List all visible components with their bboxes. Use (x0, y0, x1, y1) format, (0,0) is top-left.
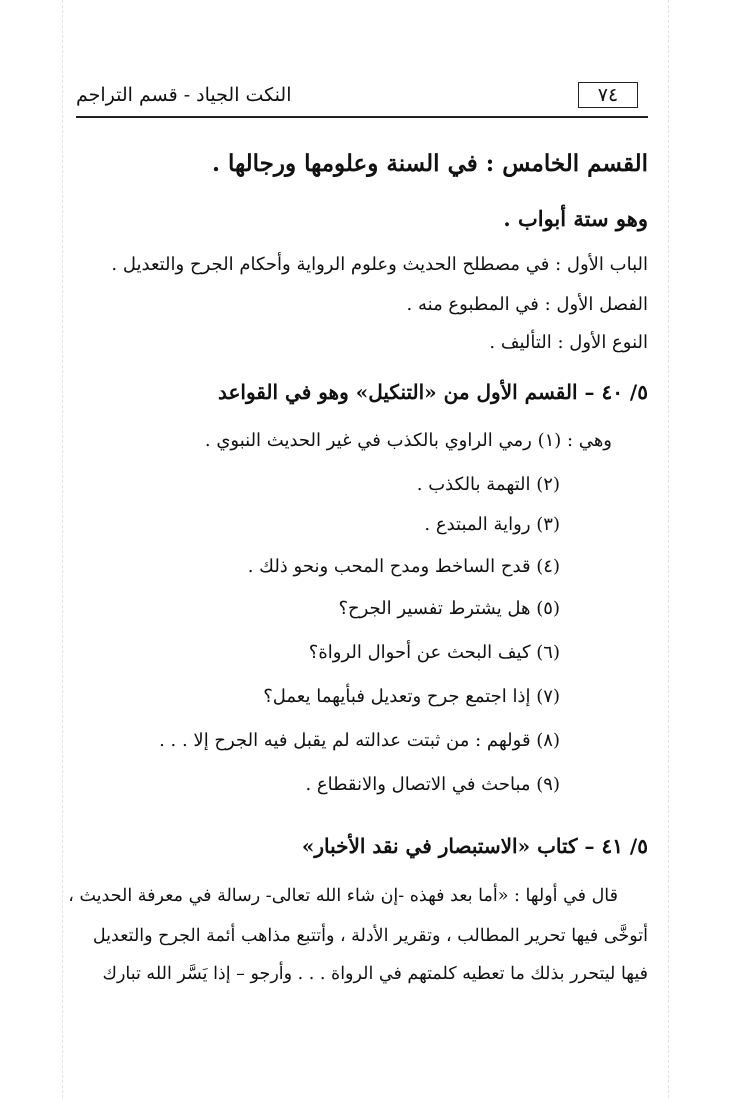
page-header (76, 78, 648, 116)
list-item: (٧) إذا اجتمع جرح وتعديل فبأيهما يعمل؟ (263, 686, 560, 707)
list-item: (٦) كيف البحث عن أحوال الرواة؟ (308, 642, 560, 663)
list-item: (٣) رواية المبتدع . (424, 514, 560, 535)
list-item: (٥) هل يشترط تفسير الجرح؟ (338, 598, 560, 619)
list-item: (٢) التهمة بالكذب . (416, 474, 560, 495)
section-title: القسم الخامس : في السنة وعلومها ورجالها . (212, 150, 648, 177)
list-item: (٩) مباحث في الاتصال والانقطاع . (305, 774, 560, 795)
list-item: (٨) قولهم : من ثبتت عدالته لم يقبل فيه الجرح إلا . . . (159, 730, 560, 751)
scan-margin-line-left (62, 0, 63, 1098)
item-41-title: ٥/ ٤١ – كتاب «الاستبصار في نقد الأخبار» (301, 834, 648, 858)
running-title: النكت الجياد - قسم التراجم (76, 84, 292, 106)
page-number: ٧٤ (578, 82, 638, 108)
header-rule (76, 116, 648, 118)
chapter-line: الباب الأول : في مصطلح الحديث وعلوم الرواية وأحكام الجرح والتعديل . (111, 254, 648, 275)
paragraph-line: قال في أولها : «أما بعد فهذه -إن شاء الله تعالى- رسالة في معرفة الحديث ، (68, 886, 618, 906)
section-subtitle: وهو ستة أبواب . (503, 206, 648, 231)
scan-margin-line-right (668, 0, 669, 1098)
list-item: (٤) قدح الساخط ومدح المحب ونحو ذلك . (247, 556, 560, 577)
item-40-title: ٥/ ٤٠ – القسم الأول من «التنكيل» وهو في القواعد (217, 380, 648, 404)
item-40-intro: وهي : (١) رمي الراوي بالكذب في غير الحديث النبوي . (204, 430, 612, 451)
paragraph-line: فيها ليتحرر بذلك ما تعطيه كلمتهم في الرواة . . . وأرجو – إذا يَسَّر الله تبارك (102, 964, 648, 984)
type-line: النوع الأول : التأليف . (489, 332, 648, 353)
part-line: الفصل الأول : في المطبوع منه . (406, 294, 648, 315)
paragraph-line: أتوخَّى فيها تحرير المطالب ، وتقرير الأدلة ، وأتتبع مذاهب أئمة الجرح والتعديل (92, 926, 648, 946)
